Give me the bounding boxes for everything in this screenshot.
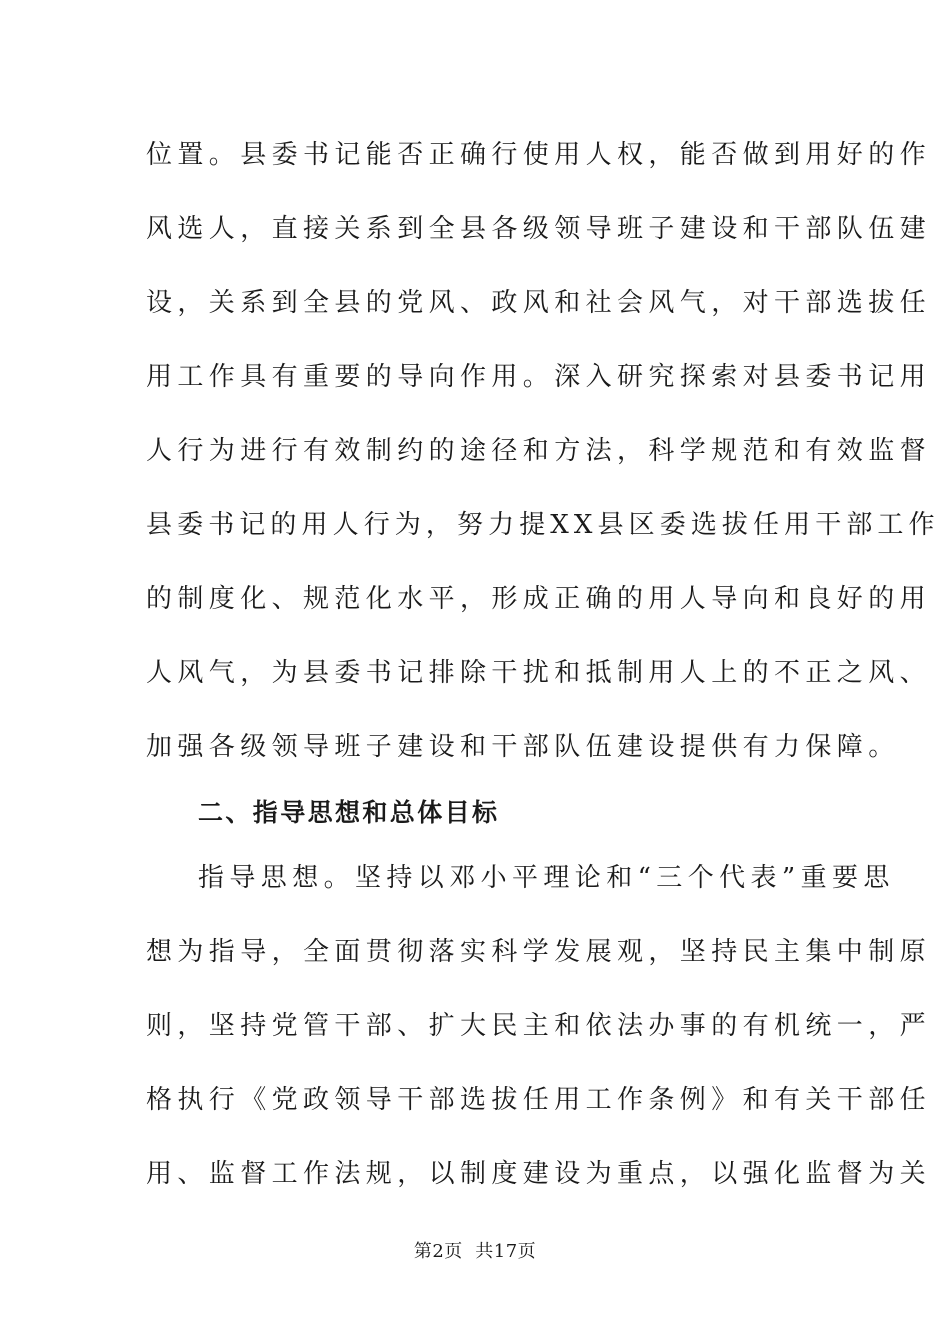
page-number-footer: 第2页 共17页 (413, 1241, 537, 1262)
body-line: 用、监督工作法规，以制度建设为重点，以强化监督为关 (146, 1159, 932, 1189)
body-line: 格执行《党政领导干部选拔任用工作条例》和有关干部任 (146, 1085, 932, 1115)
body-line: 的制度化、规范化水平，形成正确的用人导向和良好的用 (146, 584, 932, 614)
section-heading: 二、指导思想和总体目标 (198, 798, 500, 827)
body-line: 人行为进行有效制约的途径和方法，科学规范和有效监督 (146, 436, 932, 466)
body-line: 人风气，为县委书记排除干扰和抵制用人上的不正之风、 (146, 658, 932, 688)
body-line: 风选人，直接关系到全县各级领导班子建设和干部队伍建 (146, 214, 932, 244)
body-line: 位置。县委书记能否正确行使用人权，能否做到用好的作 (146, 140, 932, 170)
body-line: 加强各级领导班子建设和干部队伍建设提供有力保障。 (146, 732, 900, 762)
body-line: 想为指导，全面贯彻落实科学发展观，坚持民主集中制原 (146, 937, 932, 967)
body-line: 用工作具有重要的导向作用。深入研究探索对县委书记用 (146, 362, 932, 392)
body-line: 则，坚持党管干部、扩大民主和依法办事的有机统一，严 (146, 1011, 932, 1041)
body-line: 设，关系到全县的党风、政风和社会风气，对干部选拔任 (146, 288, 932, 318)
body-line: 县委书记的用人行为，努力提XX县区委选拔任用干部工作 (146, 510, 940, 540)
body-line: 指导思想。坚持以邓小平理论和“三个代表”重要思 (198, 863, 895, 893)
